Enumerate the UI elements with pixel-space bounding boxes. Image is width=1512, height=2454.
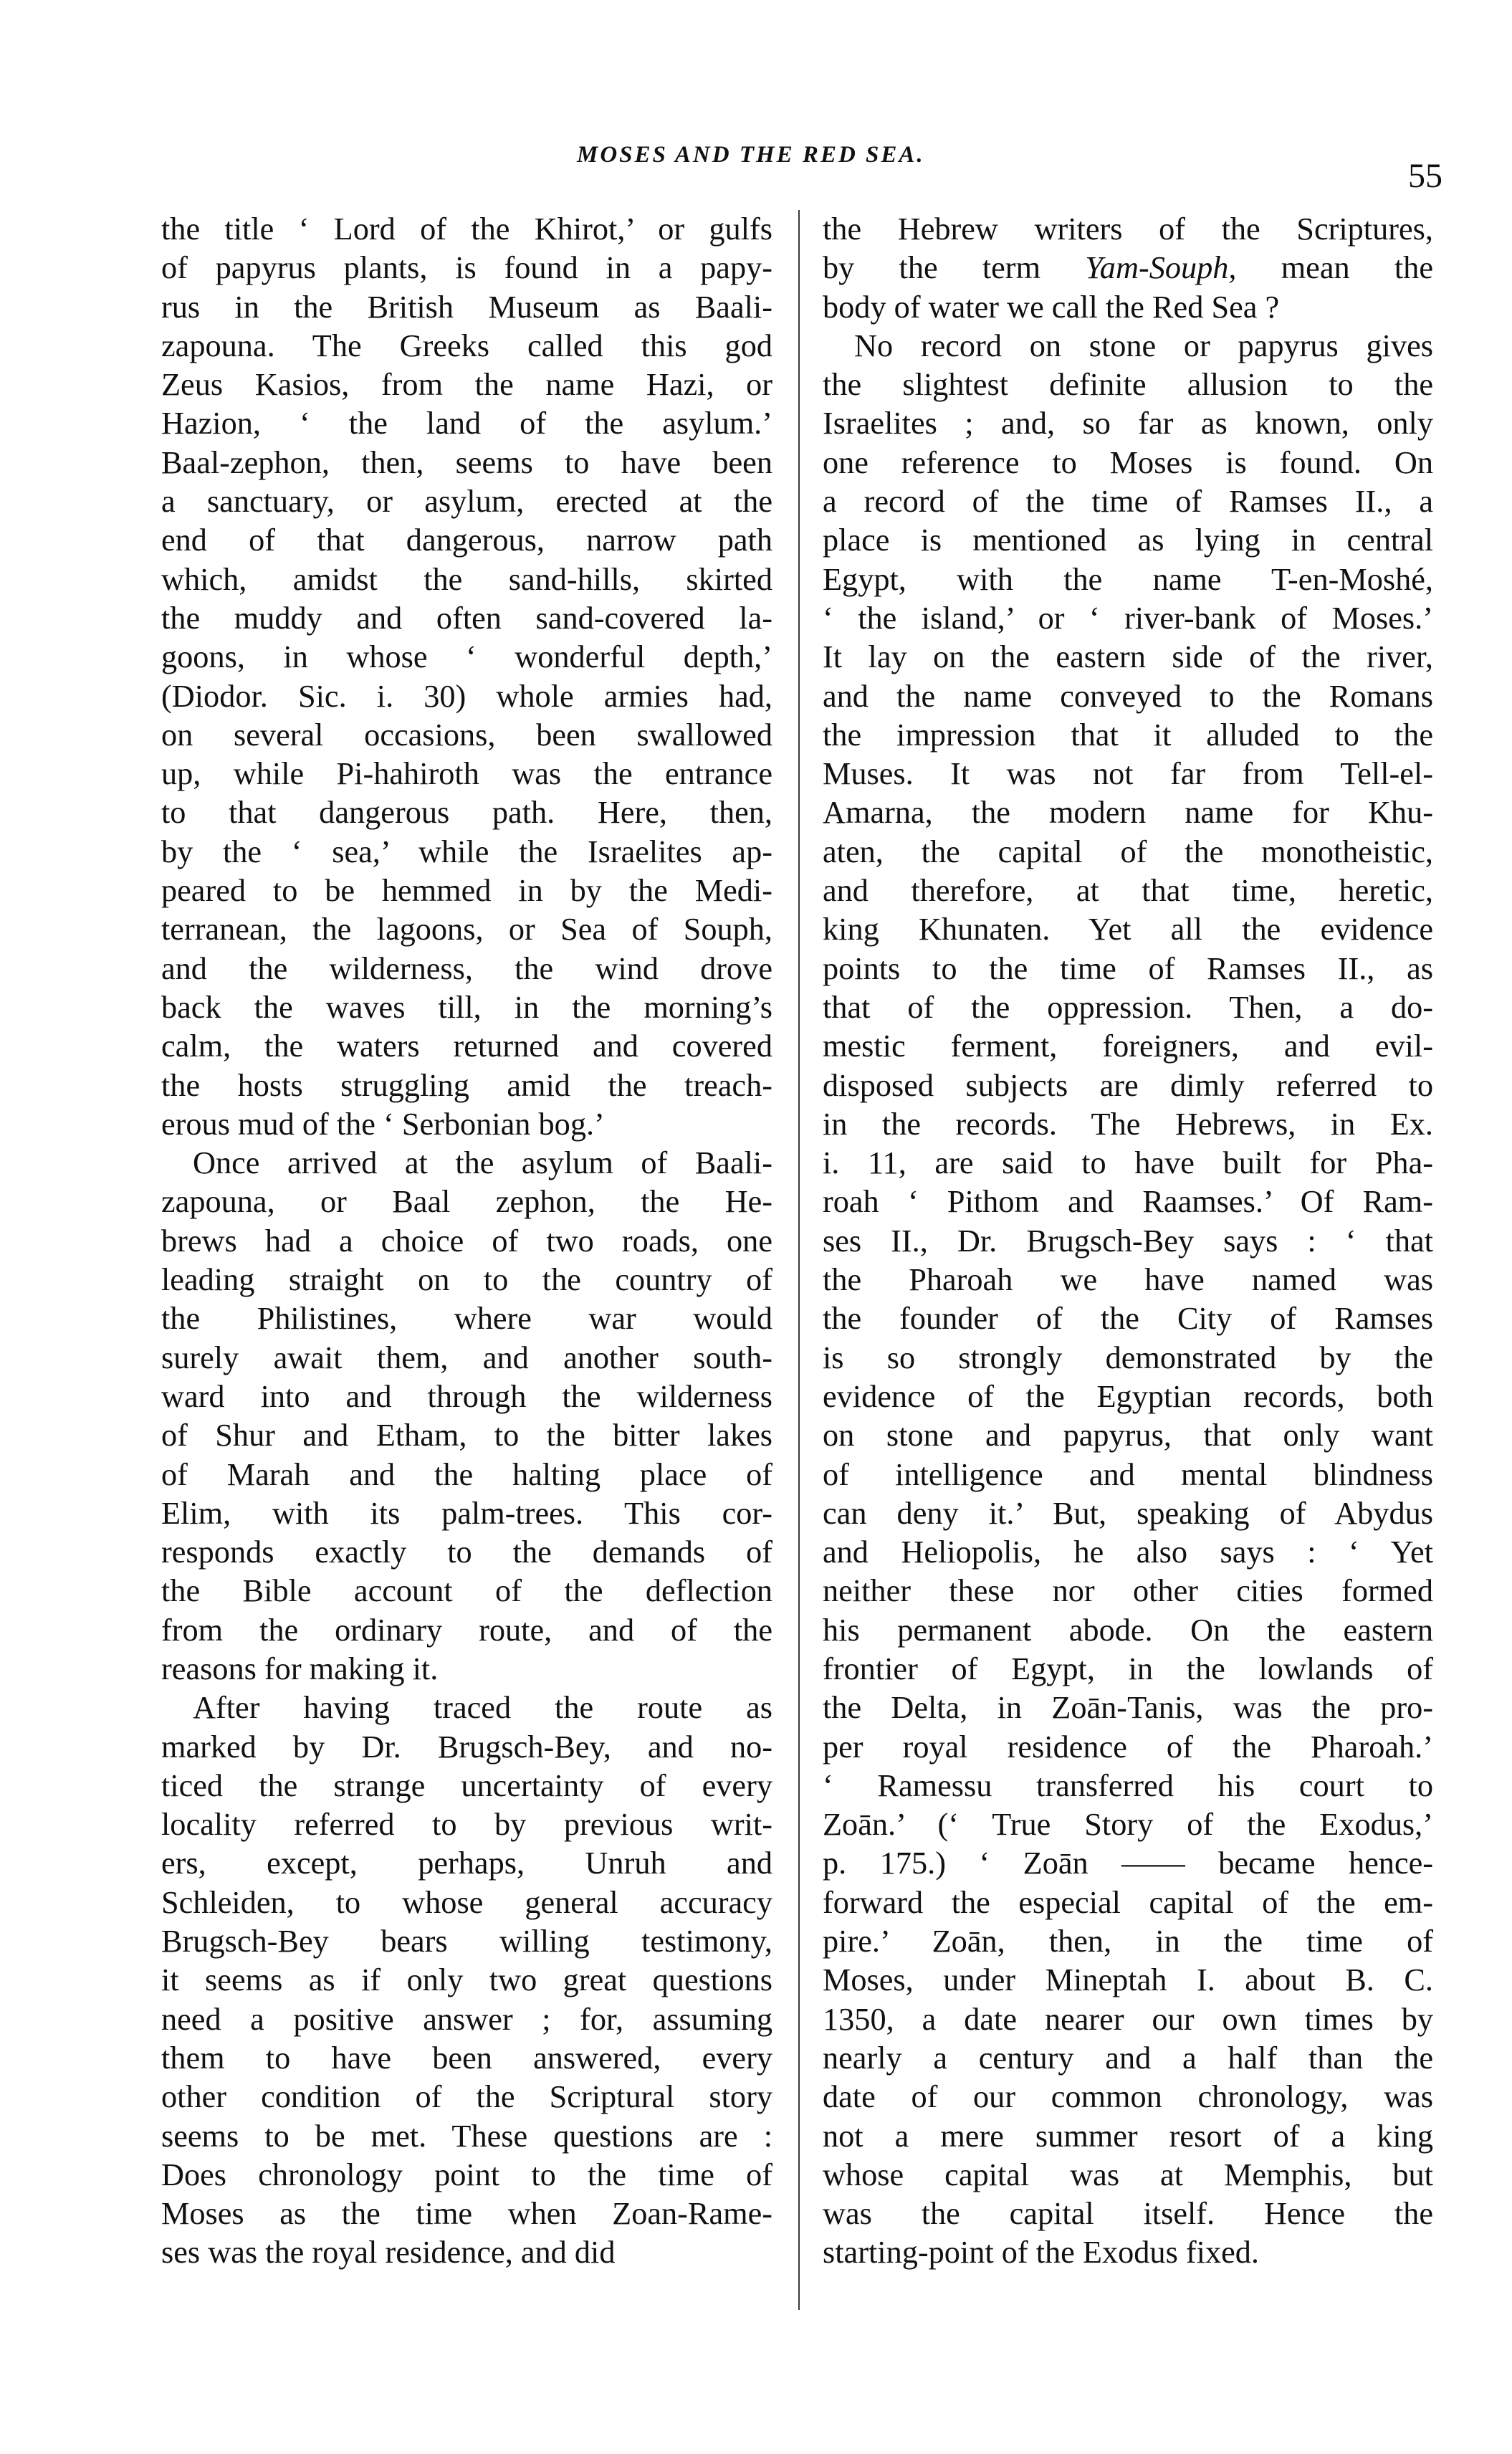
- text-line: marked by Dr. Brugsch-Bey, and no-: [161, 1729, 772, 1765]
- text-line: a sanctuary, or asylum, erected at the: [161, 484, 772, 520]
- text-line: is so strongly demonstrated by the: [823, 1340, 1433, 1375]
- text-line: Zoān.’ (‘ True Story of the Exodus,’: [823, 1807, 1433, 1843]
- text-line: points to the time of Ramses II., as: [823, 950, 1433, 986]
- text-line: ers, except, perhaps, Unruh and: [161, 1846, 772, 1881]
- text-line: surely await them, and another south-: [161, 1340, 772, 1375]
- text-line: king Khunaten. Yet all the evidence: [823, 912, 1433, 947]
- text-line: ses was the royal residence, and did: [161, 2235, 616, 2271]
- text-line: was the capital itself. Hence the: [823, 2196, 1433, 2232]
- text-line: mestic ferment, foreigners, and evil-: [823, 1028, 1433, 1064]
- text-line: of Marah and the halting place of: [161, 1456, 772, 1492]
- text-line: 1350, a date nearer our own times by: [823, 2001, 1433, 2037]
- text-line: Moses, under Mineptah I. about B. C.: [823, 1962, 1433, 1998]
- text-line: nearly a century and a half than the: [823, 2040, 1433, 2076]
- text-line: Elim, with its palm-trees. This cor-: [161, 1495, 772, 1531]
- text-line: It lay on the eastern side of the river,: [823, 639, 1433, 675]
- text-line: zapouna. The Greeks called this god: [161, 328, 772, 363]
- text-line: not a mere summer resort of a king: [823, 2118, 1433, 2154]
- text-line: starting-point of the Exodus fixed.: [823, 2235, 1259, 2271]
- text-line: the impression that it alluded to the: [823, 717, 1433, 753]
- text-line: leading straight on to the country of: [161, 1262, 772, 1298]
- text-line: No record on stone or papyrus gives: [854, 328, 1433, 363]
- text-line: Israelites ; and, so far as known, only: [823, 406, 1433, 441]
- text-line: on stone and papyrus, that only want: [823, 1418, 1433, 1453]
- text-line: ‘ the island,’ or ‘ river-bank of Moses.’: [823, 600, 1433, 636]
- text-line: terranean, the lagoons, or Sea of Souph,: [161, 912, 772, 947]
- text-line: of Shur and Etham, to the bitter lakes: [161, 1418, 772, 1453]
- text-line: whose capital was at Memphis, but: [823, 2157, 1433, 2192]
- text-line: ward into and through the wilderness: [161, 1378, 772, 1414]
- text-line: Egypt, with the name T-en-Moshé,: [823, 561, 1433, 597]
- text-line: on several occasions, been swallowed: [161, 717, 772, 753]
- text-line: the muddy and often sand-covered la-: [161, 600, 772, 636]
- text-line: up, while Pi-hahiroth was the entrance: [161, 756, 772, 792]
- text-line: them to have been answered, every: [161, 2040, 772, 2076]
- text-line: the title ‘ Lord of the Khirot,’ or gulfs: [161, 211, 772, 247]
- text-line: pire.’ Zoān, then, in the time of: [823, 1924, 1433, 1959]
- text-line: the Delta, in Zoān-Tanis, was the pro-: [823, 1690, 1433, 1726]
- text-line: place is mentioned as lying in central: [823, 522, 1433, 558]
- text-line: ticed the strange uncertainty of every: [161, 1767, 772, 1803]
- text-line: per royal residence of the Pharoah.’: [823, 1729, 1433, 1765]
- text-line: seems to be met. These questions are :: [161, 2118, 772, 2154]
- text-line: locality referred to by previous writ-: [161, 1807, 772, 1843]
- text-line: goons, in whose ‘ wonderful depth,’: [161, 639, 772, 675]
- left-column: [161, 210, 772, 2273]
- text-line: Does chronology point to the time of: [161, 2157, 772, 2192]
- text-line: and the wilderness, the wind drove: [161, 950, 772, 986]
- text-line: it seems as if only two great questions: [161, 1962, 772, 1998]
- text-line: the Bible account of the deflection: [161, 1573, 772, 1609]
- text-line: back the waves till, in the morning’s: [161, 989, 772, 1025]
- text-line: other condition of the Scriptural story: [161, 2079, 772, 2115]
- text-line: in the records. The Hebrews, in Ex.: [823, 1106, 1433, 1142]
- text-line: Brugsch-Bey bears willing testimony,: [161, 1924, 772, 1959]
- text-line: a record of the time of Ramses II., a: [823, 484, 1433, 520]
- text-line: need a positive answer ; for, assuming: [161, 2001, 772, 2037]
- text-line: Baal-zephon, then, seems to have been: [161, 444, 772, 480]
- text-line: that of the oppression. Then, a do-: [823, 989, 1433, 1025]
- text-line: date of our common chronology, was: [823, 2079, 1433, 2115]
- text-line: the hosts struggling amid the treach-: [161, 1067, 772, 1103]
- text-line: (Diodor. Sic. i. 30) whole armies had,: [161, 678, 772, 714]
- text-line: of intelligence and mental blindness: [823, 1456, 1433, 1492]
- text-line: which, amidst the sand-hills, skirted: [161, 561, 772, 597]
- text-line: reasons for making it.: [161, 1651, 439, 1686]
- text-line: the Hebrew writers of the Scriptures,: [823, 211, 1433, 247]
- text-line: brews had a choice of two roads, one: [161, 1223, 772, 1259]
- text-line: peared to be hemmed in by the Medi-: [161, 873, 772, 909]
- text-line: one reference to Moses is found. On: [823, 444, 1433, 480]
- text-line: the Pharoah we have named was: [823, 1262, 1433, 1298]
- text-line: the founder of the City of Ramses: [823, 1301, 1433, 1337]
- text-line: from the ordinary route, and of the: [161, 1612, 772, 1648]
- text-line: i. 11, are said to have built for Pha-: [823, 1145, 1433, 1181]
- text-line: forward the especial capital of the em-: [823, 1884, 1433, 1920]
- text-line: aten, the capital of the monotheistic,: [823, 834, 1433, 869]
- text-line: and therefore, at that time, heretic,: [823, 873, 1433, 909]
- text-line: responds exactly to the demands of: [161, 1534, 772, 1570]
- text-line: his permanent abode. On the eastern: [823, 1612, 1433, 1648]
- text-line: neither these nor other cities formed: [823, 1573, 1433, 1609]
- text-line: Moses as the time when Zoan-Rame-: [161, 2196, 772, 2232]
- text-line: by the ‘ sea,’ while the Israelites ap-: [161, 834, 772, 869]
- text-line: calm, the waters returned and covered: [161, 1028, 772, 1064]
- text-line: ses II., Dr. Brugsch-Bey says : ‘ that: [823, 1223, 1433, 1259]
- right-column: [823, 210, 1433, 2273]
- text-line: Once arrived at the asylum of Baali-: [193, 1145, 772, 1181]
- text-line: rus in the British Museum as Baali-: [161, 289, 772, 325]
- text-line: evidence of the Egyptian records, both: [823, 1378, 1433, 1414]
- text-line: Zeus Kasios, from the name Hazi, or: [161, 367, 772, 403]
- page-number: 55: [1408, 157, 1442, 195]
- text-line: and the name conveyed to the Romans: [823, 678, 1433, 714]
- text-line: and Heliopolis, he also says : ‘ Yet: [823, 1534, 1433, 1570]
- text-line: can deny it.’ But, speaking of Abydus: [823, 1495, 1433, 1531]
- italic-term: Yam-Souph,: [1085, 250, 1237, 286]
- text-line: the Philistines, where war would: [161, 1301, 772, 1337]
- text-line: of papyrus plants, is found in a papy-: [161, 250, 772, 286]
- text-line: Muses. It was not far from Tell-el-: [823, 756, 1433, 792]
- running-head: MOSES AND THE RED SEA.: [577, 142, 925, 168]
- text-line: roah ‘ Pithom and Raamses.’ Of Ram-: [823, 1184, 1433, 1220]
- text-line: end of that dangerous, narrow path: [161, 522, 772, 558]
- text-line: Schleiden, to whose general accuracy: [161, 1884, 772, 1920]
- text-line: Amarna, the modern name for Khu-: [823, 795, 1433, 831]
- text-line: to that dangerous path. Here, then,: [161, 795, 772, 831]
- text-line: frontier of Egypt, in the lowlands of: [823, 1651, 1433, 1686]
- text-line: by the term Yam-Souph, mean the: [823, 250, 1433, 286]
- text-line: After having traced the route as: [193, 1690, 772, 1726]
- text-line: p. 175.) ‘ Zoān —— became hence-: [823, 1846, 1433, 1881]
- text-line: disposed subjects are dimly referred to: [823, 1067, 1433, 1103]
- text-line: body of water we call the Red Sea ?: [823, 289, 1280, 325]
- text-line: erous mud of the ‘ Serbonian bog.’: [161, 1106, 605, 1142]
- text-line: Hazion, ‘ the land of the asylum.’: [161, 406, 772, 441]
- text-line: zapouna, or Baal zephon, the He-: [161, 1184, 772, 1220]
- text-line: the slightest definite allusion to the: [823, 367, 1433, 403]
- text-line: ‘ Ramessu transferred his court to: [823, 1767, 1433, 1803]
- column-divider: [798, 210, 800, 2310]
